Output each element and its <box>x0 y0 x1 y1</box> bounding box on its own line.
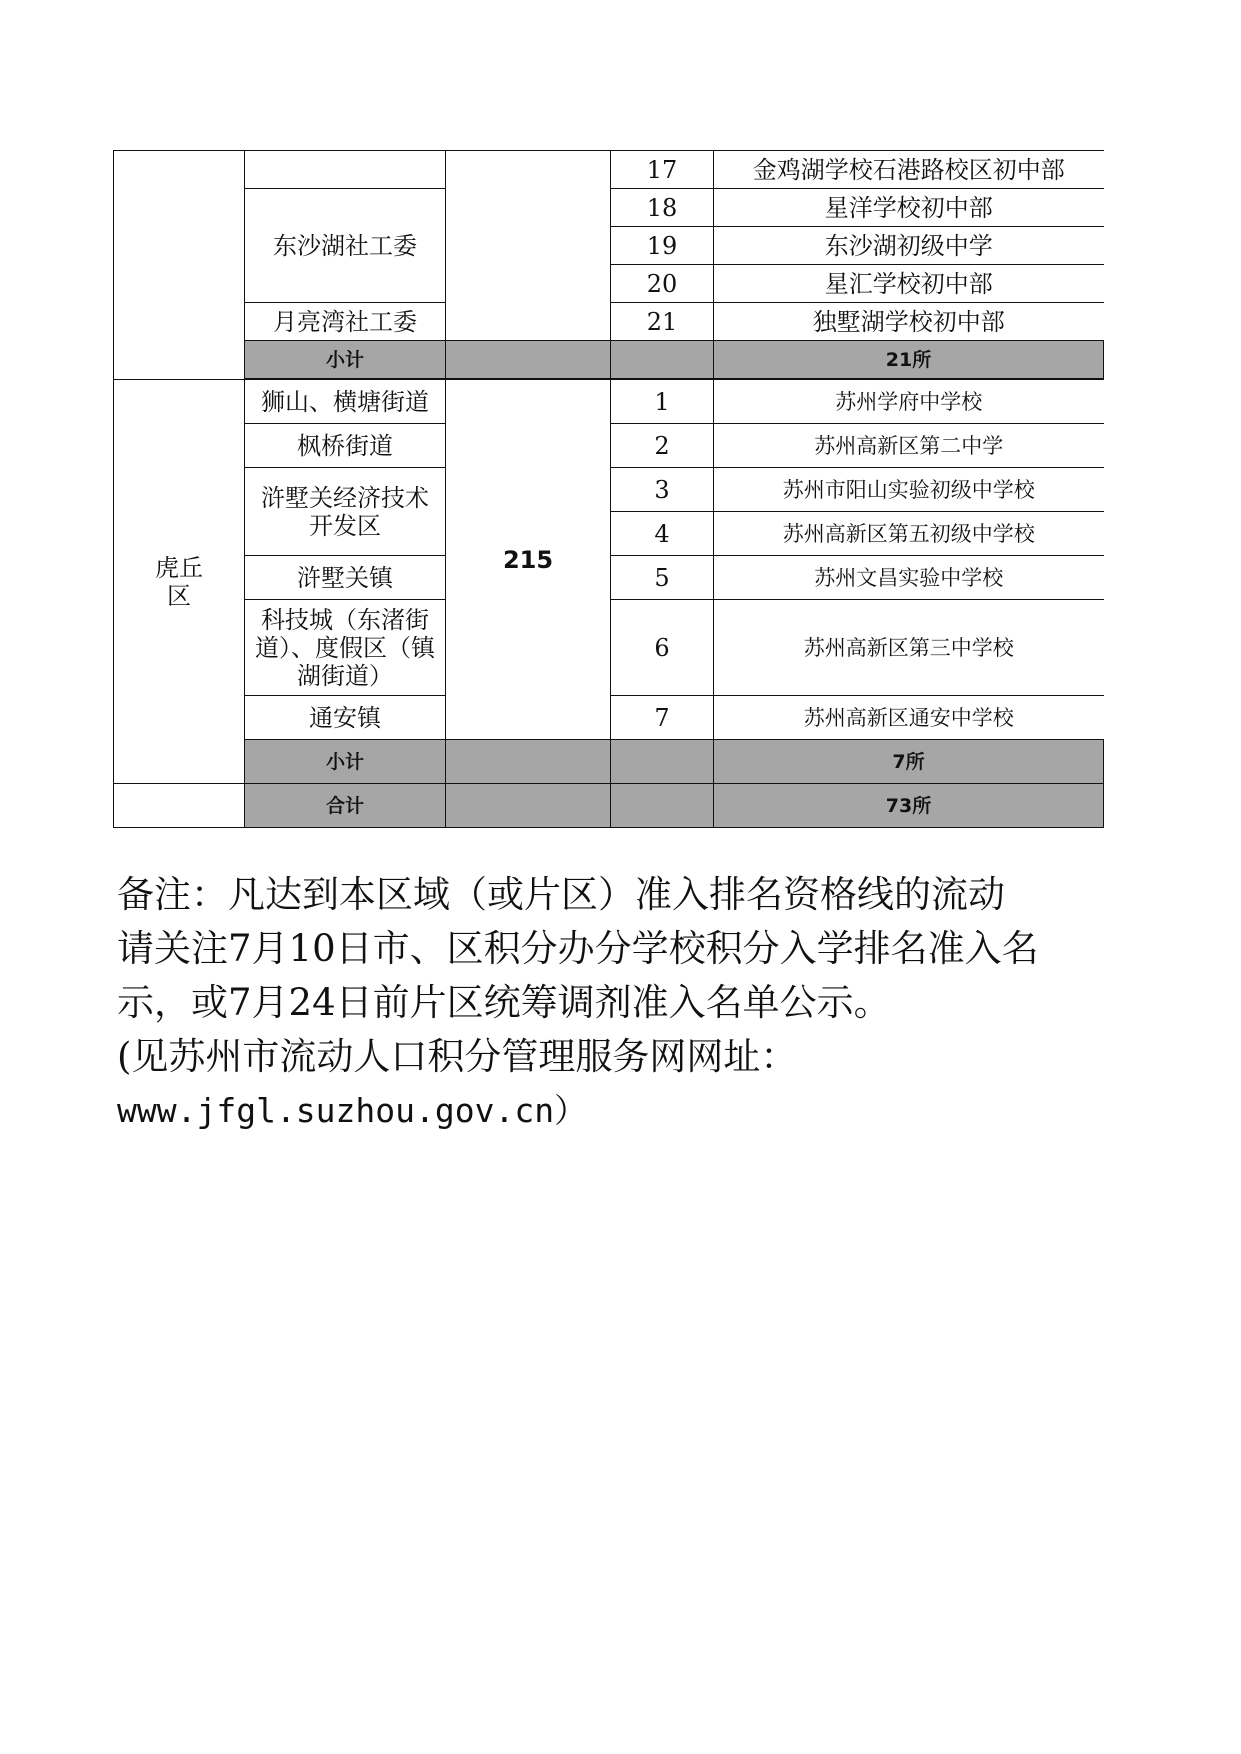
area-cell-empty <box>245 151 446 189</box>
row-number: 19 <box>611 227 714 265</box>
area-name: 浒墅关经济技术开发区 <box>261 483 429 540</box>
area-cell: 东沙湖社工委 <box>245 189 446 303</box>
enrollment-table <box>113 150 1104 828</box>
row-number: 17 <box>611 151 714 189</box>
row-number: 2 <box>611 424 714 468</box>
quota-cell-prev <box>446 151 611 341</box>
total-count: 73所 <box>714 784 1104 828</box>
row-number: 6 <box>611 600 714 696</box>
school-name <box>714 227 1104 265</box>
district-cell-prev <box>114 151 245 380</box>
school-name: 苏州高新区第二中学 <box>714 424 1104 468</box>
quota-cell: 215 <box>446 380 611 740</box>
remark-line: 请关注7月10日市、区积分办分学校积分入学排名准入名 <box>117 927 1039 970</box>
subtotal-quota <box>446 341 611 379</box>
subtotal-label: 小计 <box>245 341 446 379</box>
row-number: 5 <box>611 556 714 600</box>
subtotal-row <box>114 740 1104 784</box>
area-cell: 枫桥街道 <box>245 424 446 468</box>
remark-url: www.jfgl.suzhou.gov.cn） <box>117 1091 588 1130</box>
row-number: 1 <box>611 380 714 424</box>
school-name-text: 东沙湖初级中学 <box>824 231 993 260</box>
remark-line: 示，或7月24日前片区统筹调剂准入名单公示。 <box>117 981 891 1024</box>
school-name: 苏州文昌实验中学校 <box>714 556 1104 600</box>
subtotal-label: 小计 <box>245 740 446 784</box>
total-empty-cell <box>114 784 245 828</box>
row-number: 3 <box>611 468 714 512</box>
subtotal-quota <box>446 740 611 784</box>
subtotal-count: 21所 <box>714 341 1104 379</box>
row-number: 4 <box>611 512 714 556</box>
area-cell: 狮山、横塘街道 <box>245 380 446 424</box>
subtotal-number <box>611 740 714 784</box>
subtotal-row <box>114 341 1104 379</box>
remark-line: 备注：凡达到本区域（或片区）准入排名资格线的流动 <box>117 873 1005 916</box>
school-name: 星汇学校初中部 <box>714 265 1104 303</box>
subtotal-number <box>611 341 714 379</box>
school-name: 苏州高新区通安中学校 <box>714 696 1104 740</box>
subtotal-count: 7所 <box>714 740 1104 784</box>
row-number: 21 <box>611 303 714 341</box>
table-row <box>114 151 1104 189</box>
area-cell: 浒墅关镇 <box>245 556 446 600</box>
district-name: 虎丘区 <box>155 553 203 610</box>
row-number: 20 <box>611 265 714 303</box>
row-number: 7 <box>611 696 714 740</box>
area-name: 科技城（东渚街道）、度假区（镇湖街道） <box>255 605 435 690</box>
school-name: 独墅湖学校初中部 <box>714 303 1104 341</box>
total-quota <box>446 784 611 828</box>
table-row <box>114 380 1104 424</box>
school-name: 金鸡湖学校石港路校区初中部 <box>714 151 1104 189</box>
remark-line: (见苏州市流动人口积分管理服务网网址： <box>117 1035 798 1078</box>
total-row <box>114 784 1104 828</box>
total-label: 合计 <box>245 784 446 828</box>
school-name: 苏州学府中学校 <box>714 380 1104 424</box>
school-name: 苏州市阳山实验初级中学校 <box>714 468 1104 512</box>
total-number <box>611 784 714 828</box>
area-cell <box>245 600 446 696</box>
area-cell: 通安镇 <box>245 696 446 740</box>
area-cell <box>245 468 446 556</box>
remarks <box>117 868 1117 1138</box>
school-name: 星洋学校初中部 <box>714 189 1104 227</box>
school-name: 苏州高新区第五初级中学校 <box>714 512 1104 556</box>
school-name: 苏州高新区第三中学校 <box>714 600 1104 696</box>
row-number: 18 <box>611 189 714 227</box>
district-cell <box>114 380 245 784</box>
area-cell: 月亮湾社工委 <box>245 303 446 341</box>
